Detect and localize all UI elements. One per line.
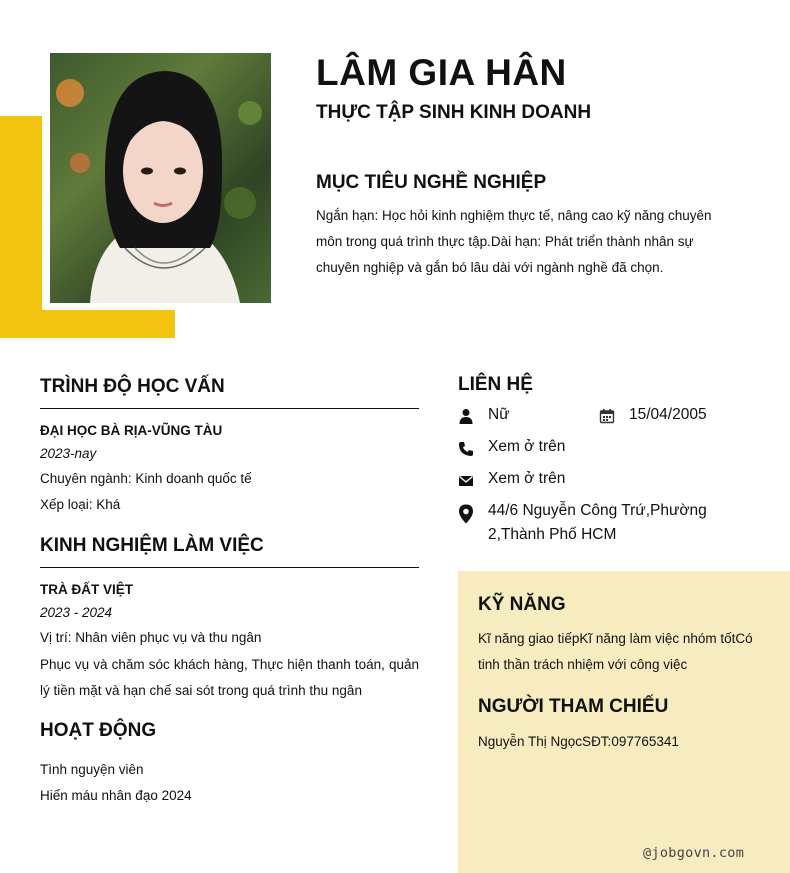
skills-text: Kĩ năng giao tiếpKĩ năng làm việc nhóm tốtCó tinh thần trách nhiệm với công việc (478, 631, 753, 672)
education-divider (40, 408, 419, 409)
education-major: Chuyên ngành: Kinh doanh quốc tế (40, 471, 252, 486)
experience-divider (40, 567, 419, 568)
person-icon (458, 408, 474, 424)
skills-panel (458, 571, 790, 873)
profile-photo-illustration (50, 53, 271, 303)
objective-title: MỤC TIÊU NGHỀ NGHIỆP (316, 172, 547, 193)
activity-item: Tình nguyện viên (40, 762, 144, 777)
skills-title: KỸ NĂNG (478, 594, 566, 615)
objective-text: Ngắn hạn: Học hỏi kinh nghiệm thực tế, nâng cao kỹ năng chuyên môn trong quá trình thực tập.Dài hạn: Phát triển thành nhân sự chuyên nghiệp và gắn bó lâu dài với ngành nghề đã chọn. (316, 208, 712, 275)
references-text: Nguyễn Thị NgọcSĐT:097765341 (478, 734, 679, 749)
experience-company: TRÀ ĐẤT VIỆT (40, 582, 133, 597)
references-title: NGƯỜI THAM CHIẾU (478, 696, 669, 717)
activity-item: Hiến máu nhân đạo 2024 (40, 788, 192, 803)
contact-gender: Nữ (488, 406, 510, 423)
experience-position: Vị trí: Nhân viên phục vụ và thu ngân (40, 630, 262, 645)
experience-description: Phục vụ và chăm sóc khách hàng, Thực hiện thanh toán, quản lý tiền mặt và hạn chế sai sót trong quá trình thu ngân (40, 657, 419, 698)
contact-title: LIÊN HỆ (458, 374, 533, 395)
experience-title: KINH NGHIỆM LÀM VIỆC (40, 535, 264, 556)
job-title: THỰC TẬP SINH KINH DOANH (316, 102, 592, 123)
profile-photo (50, 53, 271, 303)
candidate-name: LÂM GIA HÂN (316, 52, 567, 93)
contact-phone: Xem ở trên (488, 438, 566, 455)
education-period: 2023-nay (40, 446, 97, 461)
education-school: ĐẠI HỌC BÀ RỊA-VŨNG TÀU (40, 423, 223, 438)
contact-email: Xem ở trên (488, 470, 566, 487)
education-grade: Xếp loại: Khá (40, 497, 121, 512)
location-pin-icon (458, 504, 474, 524)
contact-address: 44/6 Nguyễn Công Trứ,Phường 2,Thành Phố HCM (488, 502, 707, 543)
envelope-icon (458, 473, 474, 489)
experience-period: 2023 - 2024 (40, 605, 113, 620)
phone-icon (458, 441, 474, 457)
contact-birthday: 15/04/2005 (629, 406, 707, 423)
activities-title: HOẠT ĐỘNG (40, 720, 157, 741)
calendar-icon (599, 408, 615, 424)
education-title: TRÌNH ĐỘ HỌC VẤN (40, 376, 225, 397)
watermark: @jobgovn.com (643, 845, 745, 861)
